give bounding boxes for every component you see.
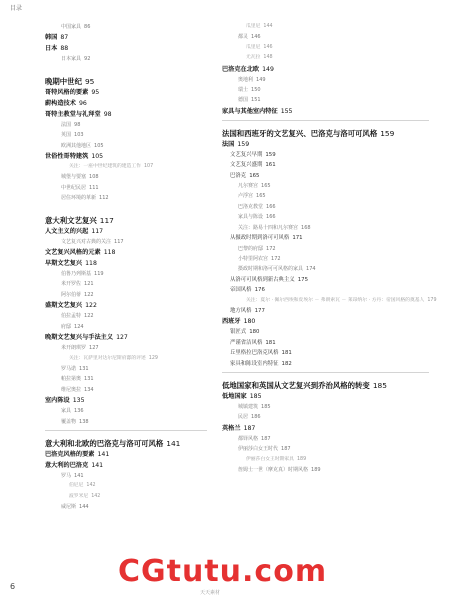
toc-entry[interactable] xyxy=(45,502,215,512)
toc-entry-title: 哥特风格的要素 xyxy=(45,88,89,96)
toc-entry-title: 意大利文艺复兴 xyxy=(45,215,97,225)
toc-entry-page: 187 xyxy=(243,424,256,432)
section-gap xyxy=(222,120,429,128)
toc-entry-page: 174 xyxy=(306,266,316,273)
toc-entry-title: 维尼奥拉 xyxy=(61,386,82,393)
header-label: 目录 xyxy=(10,5,23,12)
toc-entry-page: 103 xyxy=(74,132,84,139)
toc-entry-title: 盛期文艺复兴 xyxy=(45,302,83,310)
toc-entry-page: 180 xyxy=(249,329,260,336)
toc-entry-page: 121 xyxy=(84,281,94,288)
toc-entry-page: 122 xyxy=(84,291,94,298)
toc-entry[interactable] xyxy=(45,151,215,162)
toc-entry-page: 117 xyxy=(99,215,114,225)
toc-entry[interactable] xyxy=(222,64,427,75)
toc-entry[interactable] xyxy=(222,296,450,306)
toc-entry-page: 146 xyxy=(263,44,273,50)
toc-entry-title: 低地国家和英国从文艺复兴到乔治风格的转变 xyxy=(222,380,370,390)
toc-entry-title: 瓜里尼 xyxy=(246,24,261,29)
toc-entry[interactable] xyxy=(222,359,435,369)
toc-entry-title: 民居 xyxy=(238,414,249,421)
toc-entry-page: 98 xyxy=(103,110,112,118)
toc-entry-title: 文艺复兴风格的元素 xyxy=(45,249,101,257)
toc-entry-page: 185 xyxy=(372,380,387,390)
toc-entry[interactable] xyxy=(45,141,215,151)
toc-entry-page: 124 xyxy=(74,323,84,330)
toc-entry[interactable] xyxy=(45,193,215,203)
toc-entry-page: 150 xyxy=(251,87,261,94)
toc-entry[interactable] xyxy=(222,275,435,285)
toc-entry-title: 巴洛克教堂 xyxy=(238,203,264,210)
toc-entry-page: 108 xyxy=(89,174,99,181)
toc-entry-title: 德国 xyxy=(238,97,249,104)
toc-entry[interactable] xyxy=(45,395,215,406)
toc-entry[interactable] xyxy=(222,348,435,358)
toc-entry-title: 晚期中世纪 xyxy=(45,76,82,86)
toc-entry-page: 131 xyxy=(84,376,94,383)
toc-entry[interactable] xyxy=(45,172,215,182)
toc-entry-page: 112 xyxy=(99,195,109,202)
toc-entry-page: 141 xyxy=(91,461,104,469)
toc-entry[interactable] xyxy=(45,311,215,321)
toc-entry-page: 159 xyxy=(265,151,276,158)
toc-entry-page: 149 xyxy=(256,76,266,83)
toc-entry-page: 122 xyxy=(85,302,97,310)
toc-entry[interactable] xyxy=(45,98,215,109)
toc-entry-title: 罗马 xyxy=(61,472,72,479)
toc-entry[interactable] xyxy=(45,183,215,193)
toc-entry-page: 95 xyxy=(91,88,100,96)
toc-entry-page: 117 xyxy=(114,238,124,245)
toc-entry-page: 151 xyxy=(251,97,261,104)
toc-entry-page: 107 xyxy=(143,164,154,170)
toc-entry-page: 141 xyxy=(166,438,181,448)
toc-entry-page: 179 xyxy=(427,297,437,303)
toc-entry[interactable] xyxy=(222,412,443,422)
toc-entry[interactable] xyxy=(45,290,215,300)
toc-entry-page: 122 xyxy=(84,313,94,320)
toc-entry-title: 伯拉孟特 xyxy=(61,313,82,320)
toc-entry-title: 英格兰 xyxy=(222,424,241,432)
toc-entry-page: 141 xyxy=(97,450,110,458)
toc-entry[interactable] xyxy=(222,285,435,295)
toc-entry-page: 127 xyxy=(89,345,99,352)
toc-entry[interactable] xyxy=(45,332,215,343)
toc-entry-title: 英国 xyxy=(61,132,72,139)
toc-entry-page: 175 xyxy=(297,276,308,283)
toc-entry-page: 119 xyxy=(94,271,104,278)
toc-entry-title: 关注：一座中世纪建筑的建造工作 xyxy=(69,164,141,170)
toc-entry[interactable] xyxy=(222,95,443,105)
toc-entry-title: 波罗米尼 xyxy=(69,493,89,499)
toc-entry-title: 室内陈设 xyxy=(45,397,70,405)
toc-entry[interactable] xyxy=(45,87,215,98)
toc-entry-page: 127 xyxy=(116,334,128,342)
toc-entry-title: 都灵 xyxy=(238,34,249,41)
toc-entry-page: 141 xyxy=(74,472,84,479)
toc-entry[interactable] xyxy=(222,254,443,264)
toc-entry-page: 92 xyxy=(84,56,91,63)
toc-entry[interactable] xyxy=(222,53,450,63)
toc-column-left xyxy=(45,22,215,513)
watermark-logo: CGtutu.com xyxy=(118,554,328,589)
toc-entry-title: 关注：夏尔 · 佩尔西埃和皮埃尔 － 弗朗索瓦 － 莱昂纳尔 · 方丹：帝国风格的奠基人 xyxy=(246,297,425,303)
toc-section-title[interactable] xyxy=(45,215,215,226)
toc-entry[interactable] xyxy=(45,471,215,481)
toc-entry-title: 法国 xyxy=(222,140,235,148)
toc-entry-title: 意大利和北欧的巴洛克与洛可可风格 xyxy=(45,438,164,448)
toc-entry-page: 159 xyxy=(380,128,395,138)
toc-entry-title: 家具与陈设 xyxy=(238,214,264,221)
toc-entry[interactable] xyxy=(45,406,215,416)
toc-entry-page: 181 xyxy=(281,350,292,357)
toc-entry-title: 巴洛克风格的要素 xyxy=(45,450,95,458)
toc-entry-page: 161 xyxy=(265,162,276,169)
toc-section-title[interactable] xyxy=(222,128,427,139)
toc-entry[interactable] xyxy=(45,32,215,43)
toc-entry[interactable] xyxy=(45,226,215,237)
toc-entry-title: 晚期文艺复兴与手法主义 xyxy=(45,334,114,342)
toc-entry-title: 米开朗琪罗 xyxy=(61,345,87,352)
toc-entry[interactable] xyxy=(45,417,215,427)
toc-entry[interactable] xyxy=(222,22,450,32)
toc-entry-title: 哥特主教堂与礼拜堂 xyxy=(45,110,101,118)
toc-entry-page: 187 xyxy=(281,446,291,453)
toc-entry[interactable] xyxy=(222,455,450,465)
toc-entry-page: 105 xyxy=(94,142,104,149)
toc-entry-title: 人文主义的兴起 xyxy=(45,227,89,235)
toc-entry-page: 168 xyxy=(301,224,311,231)
toc-entry-page: 177 xyxy=(254,307,265,314)
toc-entry-page: 144 xyxy=(79,504,89,511)
toc-section-title[interactable] xyxy=(45,438,215,449)
toc-entry-title: 严谨省洁风格 xyxy=(230,339,263,346)
toc-entry[interactable] xyxy=(45,130,215,140)
toc-entry-title: 蔚构造技术 xyxy=(45,99,76,107)
toc-entry-page: 138 xyxy=(79,418,89,425)
toc-entry[interactable] xyxy=(45,269,215,279)
toc-entry[interactable] xyxy=(45,460,215,471)
toc-entry-page: 134 xyxy=(84,386,94,393)
toc-entry-title: 帝国风格 xyxy=(230,287,252,294)
section-gap xyxy=(45,204,215,215)
toc-entry[interactable] xyxy=(45,354,215,364)
toc-entry[interactable] xyxy=(222,202,443,212)
toc-entry-page: 118 xyxy=(85,260,97,268)
toc-entry-title: 家具 xyxy=(61,408,72,415)
toc-entry[interactable] xyxy=(45,54,215,64)
toc-entry-page: 187 xyxy=(261,435,271,442)
toc-section-title[interactable] xyxy=(45,76,215,87)
toc-entry-title: 覆盖物 xyxy=(61,418,77,425)
toc-entry-page: 166 xyxy=(266,203,276,210)
toc-entry[interactable] xyxy=(45,22,215,32)
toc-entry-page: 111 xyxy=(89,184,99,191)
toc-entry-title: 巴洛克在北欧 xyxy=(222,65,260,73)
toc-entry-title: 文艺复兴早期 xyxy=(230,151,263,158)
toc-entry-page: 172 xyxy=(271,255,281,262)
toc-entry-page: 189 xyxy=(311,467,321,473)
toc-entry-title: 瑞士 xyxy=(238,87,249,94)
toc-entry[interactable] xyxy=(45,247,215,258)
toc-entry[interactable] xyxy=(45,385,215,395)
toc-entry-title: 家具与其他室内特征 xyxy=(222,107,278,115)
toc-entry-page: 98 xyxy=(74,121,81,128)
toc-entry-page: 131 xyxy=(79,365,89,372)
toc-entry-page: 176 xyxy=(254,287,265,294)
toc-entry-title: 都铎风格 xyxy=(238,435,259,442)
toc-entry-page: 185 xyxy=(261,403,271,410)
toc-entry-page: 189 xyxy=(296,456,307,462)
page-number: 6 xyxy=(10,582,16,591)
toc-entry[interactable] xyxy=(45,279,215,289)
toc-entry-title: 米开罗佐 xyxy=(61,281,82,288)
toc-entry-title: 从洛可可风格到新古典主义 xyxy=(230,276,295,283)
toc-entry-page: 186 xyxy=(251,414,261,421)
toc-entry[interactable] xyxy=(222,181,443,191)
section-gap xyxy=(45,65,215,76)
toc-entry-page: 96 xyxy=(78,99,87,107)
section-gap xyxy=(45,430,207,438)
toc-entry-title: 小特里阿农宫 xyxy=(238,255,269,262)
toc-entry[interactable] xyxy=(45,120,215,130)
toc-entry-title: 家具和陈设室内特征 xyxy=(230,360,279,367)
toc-entry-page: 86 xyxy=(84,24,91,30)
toc-entry-title: 中国家具 xyxy=(61,24,82,30)
toc-entry-title: 巴洛克 xyxy=(230,172,247,179)
toc-entry[interactable] xyxy=(222,444,443,454)
toc-entry[interactable] xyxy=(45,343,215,353)
toc-entry[interactable] xyxy=(222,191,443,201)
watermark-sub: 天天素材 xyxy=(200,590,221,596)
toc-entry[interactable] xyxy=(222,327,435,337)
toc-entry-page: 171 xyxy=(292,235,303,242)
toc-entry-title: 文艺复兴盛期 xyxy=(230,162,263,169)
toc-entry-page: 95 xyxy=(84,76,95,86)
toc-entry-title: 西班牙 xyxy=(222,318,241,326)
toc-entry[interactable] xyxy=(222,434,443,444)
toc-entry[interactable] xyxy=(222,212,443,222)
toc-entry[interactable] xyxy=(222,139,427,150)
toc-entry-title: 文艺复兴对古典的关注 xyxy=(61,238,112,245)
toc-entry[interactable] xyxy=(45,162,215,172)
toc-entry[interactable] xyxy=(45,237,215,247)
toc-entry-title: 低地国家 xyxy=(222,392,247,400)
toc-entry[interactable] xyxy=(222,338,435,348)
toc-entry[interactable] xyxy=(222,402,443,412)
toc-entry-page: 118 xyxy=(103,249,116,257)
toc-entry[interactable] xyxy=(45,300,215,311)
toc-entry-page: 117 xyxy=(91,227,104,235)
toc-entry-page: 166 xyxy=(266,214,276,221)
toc-entry-page: 165 xyxy=(256,193,266,200)
toc-entry-title: 法国和西班牙的文艺复兴、巴洛克与洛可可风格 xyxy=(222,128,378,138)
toc-entry-title: 凡尔赛宫 xyxy=(238,183,259,190)
toc-entry-title: 日本家具 xyxy=(61,56,82,63)
toc-entry-page: 87 xyxy=(60,34,69,42)
toc-entry-page: 135 xyxy=(72,397,85,405)
toc-entry-title: 伊丽莎白女王时期家具 xyxy=(246,456,294,462)
toc-entry-title: 詹姆士一世（摩克真）时期风格 xyxy=(238,467,309,473)
toc-entry-title: 伯尼尼 xyxy=(69,483,84,489)
toc-entry[interactable] xyxy=(222,306,435,316)
toc-entry-page: 105 xyxy=(91,153,104,161)
toc-entry-page: 144 xyxy=(263,24,273,29)
toc-entry-title: 日本 xyxy=(45,45,58,53)
toc-entry-page: 148 xyxy=(263,55,273,61)
toc-entry[interactable] xyxy=(45,322,215,332)
toc-entry-page: 149 xyxy=(262,65,274,73)
toc-entry-page: 136 xyxy=(74,408,84,415)
toc-entry-title: 阿尔伯蒂 xyxy=(61,291,82,298)
toc-entry-title: 伯鲁乃列斯基 xyxy=(61,271,92,278)
toc-entry-title: 银匠式 xyxy=(230,329,247,336)
toc-entry-title: 韩国 xyxy=(45,34,58,42)
toc-entry-page: 165 xyxy=(261,183,271,190)
toc-entry-title: 居住环境的革新 xyxy=(61,195,97,202)
toc-entry[interactable] xyxy=(222,264,443,274)
toc-entry-page: 142 xyxy=(91,493,101,499)
toc-entry-title: 尤瓦拉 xyxy=(246,55,261,61)
toc-entry[interactable] xyxy=(45,481,215,491)
toc-entry-page: 165 xyxy=(249,172,260,179)
toc-entry-title: 城镇建筑 xyxy=(238,403,259,410)
toc-entry[interactable] xyxy=(222,106,427,117)
toc-entry[interactable] xyxy=(222,233,435,243)
toc-entry-title: 卢浮宫 xyxy=(238,193,254,200)
toc-entry[interactable] xyxy=(45,258,215,269)
toc-entry[interactable] xyxy=(222,32,443,42)
toc-entry-page: 182 xyxy=(281,360,292,367)
toc-entry[interactable] xyxy=(222,244,443,254)
toc-entry[interactable] xyxy=(222,85,443,95)
toc-entry[interactable] xyxy=(45,43,215,54)
toc-entry-title: 奥地利 xyxy=(238,76,254,83)
toc-entry-title: 罗马诺 xyxy=(61,365,77,372)
toc-entry[interactable] xyxy=(222,223,443,233)
toc-entry-page: 129 xyxy=(148,355,158,361)
toc-entry-page: 172 xyxy=(266,245,276,252)
toc-entry[interactable] xyxy=(45,492,215,502)
toc-entry[interactable] xyxy=(222,150,435,160)
toc-entry-page: 146 xyxy=(251,34,261,41)
toc-section-title[interactable] xyxy=(222,380,427,391)
toc-entry[interactable] xyxy=(222,423,427,434)
toc-entry-title: 中世纪民居 xyxy=(61,184,87,191)
toc-entry-title: 从摄政时期到洛可可风格 xyxy=(230,235,290,242)
toc-entry-page: 180 xyxy=(243,318,256,326)
toc-entry-title: 世俗性哥特建筑 xyxy=(45,153,89,161)
toc-entry[interactable] xyxy=(222,465,443,475)
toc-entry-page: 155 xyxy=(280,107,293,115)
toc-entry-title: 地方风格 xyxy=(230,307,252,314)
toc-column-right xyxy=(222,22,437,475)
toc-entry[interactable] xyxy=(45,449,215,460)
toc-entry-title: 伊丽莎白女王时代 xyxy=(238,446,279,453)
section-gap xyxy=(222,372,429,380)
toc-entry-title: 威尼斯 xyxy=(61,504,77,511)
toc-entry[interactable] xyxy=(45,109,215,120)
toc-entry-title: 欧洲其他地区 xyxy=(61,142,92,149)
toc-entry[interactable] xyxy=(222,316,427,327)
toc-entry[interactable] xyxy=(222,171,435,181)
toc-entry-page: 185 xyxy=(249,392,262,400)
toc-entry-title: 摄政时期和洛可可风格的家具 xyxy=(238,266,304,273)
toc-entry-title: 关注：瓦萨里对达尔尼斯府邸的评述 xyxy=(69,355,146,361)
toc-entry-title: 府邸 xyxy=(61,323,72,330)
toc-entry-title: 法国 xyxy=(61,121,72,128)
toc-entry[interactable] xyxy=(222,43,450,53)
toc-entry-title: 关注：路易十四和凡尔赛宫 xyxy=(238,224,299,231)
toc-entry-page: 159 xyxy=(237,140,250,148)
toc-entry-title: 丘里格拉巴洛克风格 xyxy=(230,350,279,357)
toc-entry-title: 城堡与要塞 xyxy=(61,174,87,181)
toc-entry[interactable] xyxy=(222,75,443,85)
toc-entry-title: 巴黎的府邸 xyxy=(238,245,264,252)
toc-entry-title: 意大利的巴洛克 xyxy=(45,461,89,469)
toc-entry-title: 瓜里尼 xyxy=(246,44,261,50)
toc-entry-page: 88 xyxy=(60,45,69,53)
toc-entry[interactable] xyxy=(45,364,215,374)
toc-entry-title: 早期文艺复兴 xyxy=(45,260,83,268)
toc-entry[interactable] xyxy=(222,160,435,170)
toc-entry-title: 帕拉第奥 xyxy=(61,376,82,383)
toc-entry-page: 142 xyxy=(86,483,96,489)
toc-entry-page: 181 xyxy=(265,339,276,346)
toc-entry[interactable] xyxy=(222,391,427,402)
toc-entry[interactable] xyxy=(45,374,215,384)
